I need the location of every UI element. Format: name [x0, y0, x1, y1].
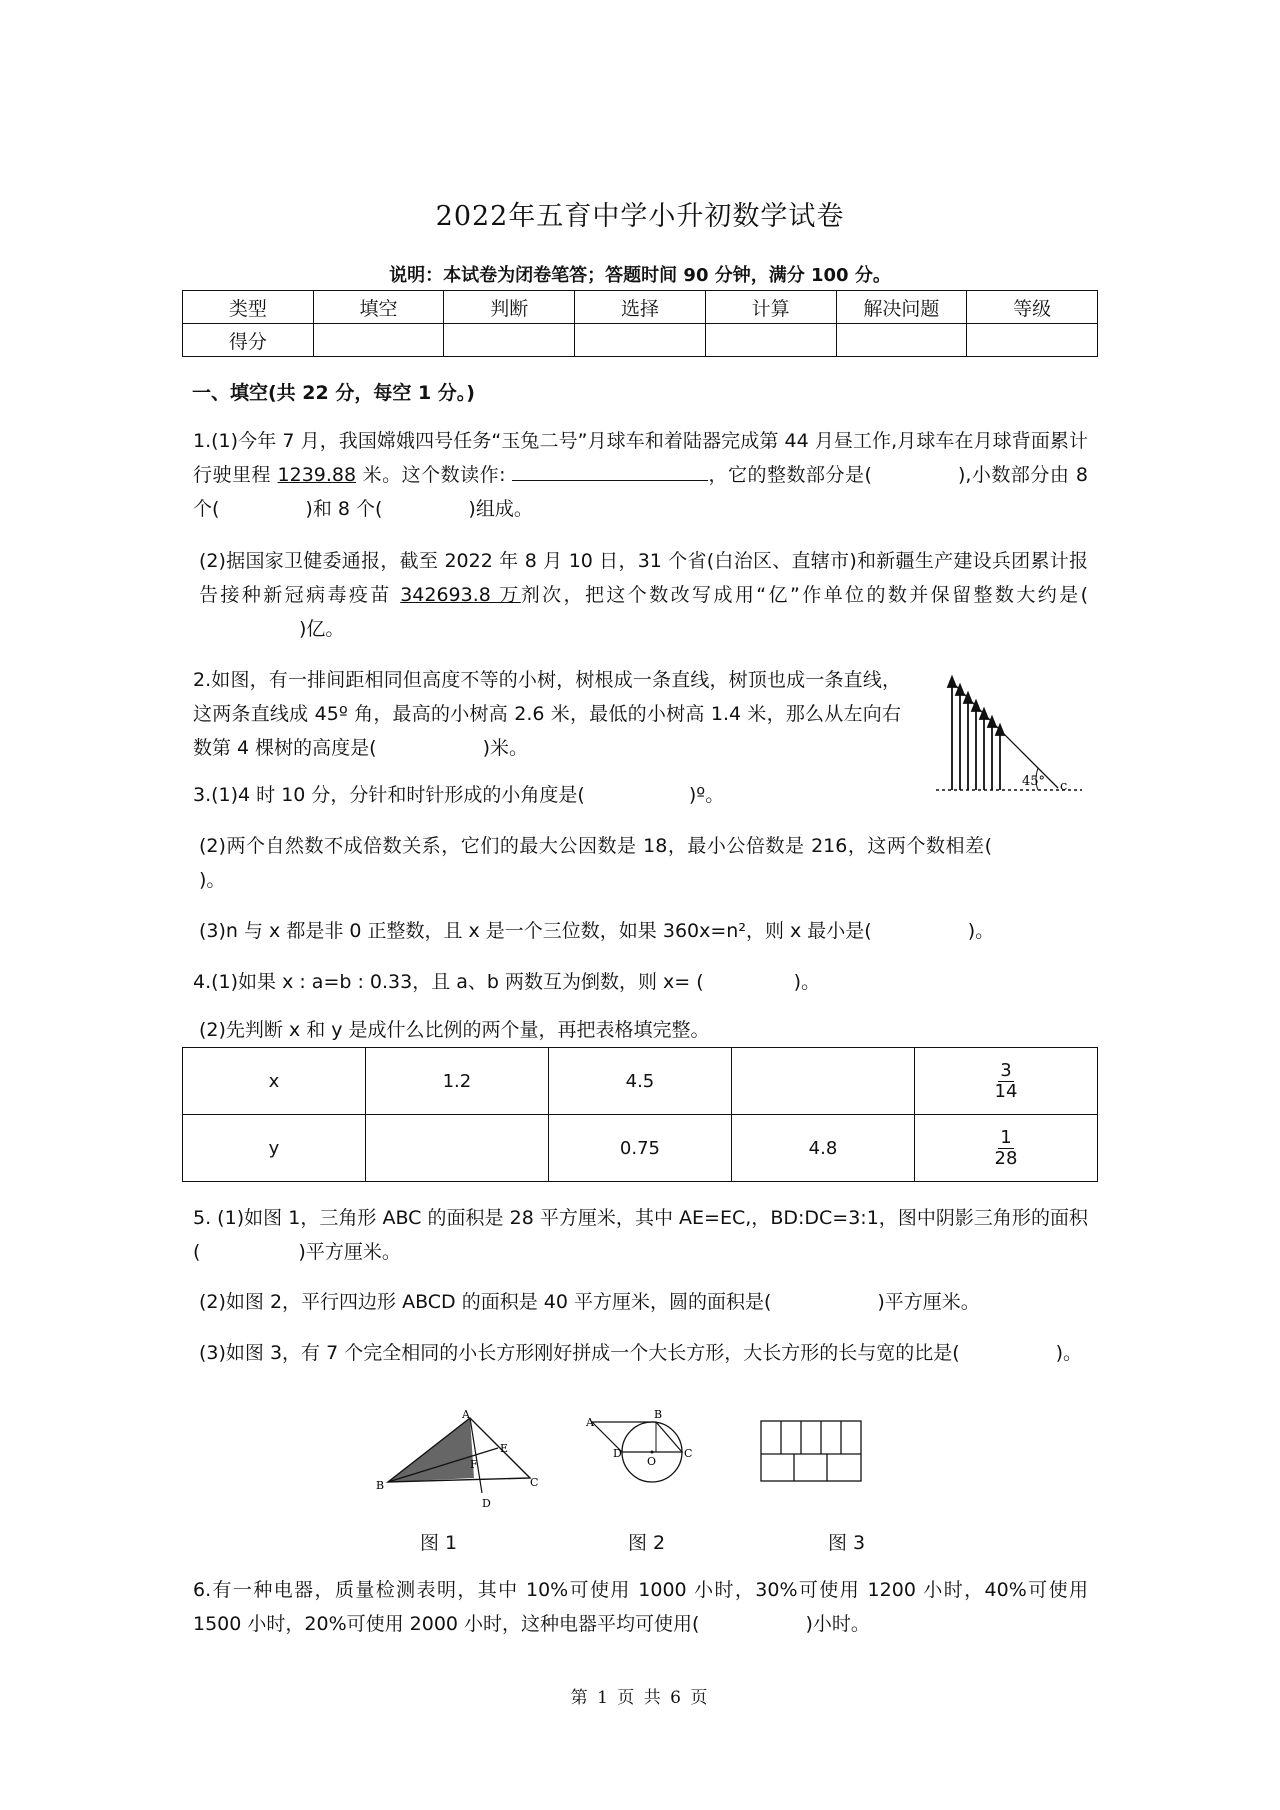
score-cell: 等级	[967, 291, 1098, 324]
table-cell: x	[183, 1048, 366, 1115]
svg-text:C: C	[684, 1447, 693, 1460]
score-cell: 解决问题	[836, 291, 967, 324]
question-1-2: (2)据国家卫健委通报，截至 2022 年 8 月 10 日，31 个省(白治区、直辖市)和新疆生产建设兵团累计报告接种新冠病毒疫苗 342693.8 万剂次，把这个数改写成用“亿”作单位的数并保留整数大约是()亿。	[199, 550, 1088, 640]
angle-label: 45°	[1022, 774, 1046, 789]
table-cell	[731, 1048, 914, 1115]
table-cell: 0.75	[548, 1115, 731, 1182]
figure-1-triangle	[370, 1410, 540, 1510]
figure-1-label: 图 1	[420, 1532, 458, 1554]
answer-line	[512, 460, 708, 481]
question-5-3: (3)如图 3，有 7 个完全相同的小长方形刚好拼成一个大长方形，大长方形的长与宽的比是( )。	[199, 1342, 1083, 1364]
underlined-number: 1239.88	[277, 464, 357, 486]
svg-text:B: B	[654, 1408, 663, 1421]
svg-text:A: A	[586, 1416, 594, 1429]
table-cell	[365, 1115, 548, 1182]
table-cell	[915, 1048, 1098, 1115]
point-c-label: c	[1060, 779, 1068, 794]
question-3-3: (3)n 与 x 都是非 0 正整数，且 x 是一个三位数，如果 360x=n²，则 x 最小是( )。	[199, 920, 995, 942]
score-cell: 选择	[575, 291, 706, 324]
svg-text:B: B	[376, 1479, 385, 1492]
proportion-table	[182, 1047, 1098, 1182]
page-footer: 第 1 页 共 6 页	[570, 1688, 710, 1708]
question-4-1: 4.(1)如果 x : a=b : 0.33，且 a、b 两数互为倒数，则 x= ( )。	[193, 971, 821, 993]
tree-row-figure	[930, 660, 1100, 795]
question-4-2: (2)先判断 x 和 y 是成什么比例的两个量，再把表格填完整。	[199, 1019, 710, 1041]
question-5-1: 5. (1)如图 1，三角形 ABC 的面积是 28 平方厘米，其中 AE=EC,，BD:DC=3:1，图中阴影三角形的面积( )平方厘米。	[193, 1207, 1088, 1263]
score-table-header-row	[183, 291, 1098, 324]
question-6: 6.有一种电器，质量检测表明，其中 10%可使用 1000 小时，30%可使用 1200 小时，40%可使用 1500 小时，20%可使用 2000 小时，这种电器平均可使用( )小时。	[193, 1579, 1088, 1635]
score-cell: 填空	[313, 291, 444, 324]
score-cell: 计算	[705, 291, 836, 324]
question-3-2: (2)两个自然数不成倍数关系，它们的最大公因数是 18，最小公倍数是 216，这两个数相差()。	[199, 835, 992, 891]
section-heading: 一、填空(共 22 分，每空 1 分。)	[192, 382, 475, 404]
table-cell: 1.2	[365, 1048, 548, 1115]
score-blank-cell	[967, 324, 1098, 357]
score-blank-cell	[705, 324, 836, 357]
exam-instructions: 说明：本试卷为闭卷笔答；答题时间 90 分钟，满分 100 分。	[389, 265, 891, 286]
svg-text:D: D	[613, 1447, 622, 1460]
question-5-2: (2)如图 2，平行四边形 ABCD 的面积是 40 平方厘米，圆的面积是( )平方厘米。	[199, 1291, 980, 1313]
svg-text:C: C	[530, 1476, 539, 1489]
underlined-number: 342693.8 万	[400, 584, 521, 606]
question-2: 2.如图，有一排间距相同但高度不等的小树，树根成一条直线，树顶也成一条直线，这两条直线成 45º 角，最高的小树高 2.6 米，最低的小树高 1.4 米，那么从左向右数第 4 棵树的高度是( )米。	[193, 669, 901, 759]
figure-3-rectangles	[758, 1418, 864, 1484]
score-blank-cell	[313, 324, 444, 357]
figure-3-label: 图 3	[828, 1532, 866, 1554]
svg-text:F: F	[470, 1458, 478, 1471]
question-3-1: 3.(1)4 时 10 分，分针和时针形成的小角度是( )º。	[193, 784, 725, 806]
score-cell: 类型	[183, 291, 314, 324]
figure-2-label: 图 2	[628, 1532, 666, 1554]
svg-text:D: D	[482, 1497, 491, 1510]
score-cell: 判断	[444, 291, 575, 324]
table-cell	[915, 1115, 1098, 1182]
score-cell: 得分	[183, 324, 314, 357]
score-blank-cell	[575, 324, 706, 357]
svg-text:O: O	[647, 1455, 657, 1468]
table-cell: 4.8	[731, 1115, 914, 1182]
score-table	[182, 290, 1098, 357]
fraction: $\frac{3}{14}$	[994, 1060, 1018, 1102]
score-blank-cell	[444, 324, 575, 357]
table-row-y	[183, 1115, 1098, 1182]
svg-text:E: E	[500, 1442, 509, 1455]
fraction: $\frac{1}{28}$	[994, 1127, 1018, 1169]
table-cell: 4.5	[548, 1048, 731, 1115]
score-blank-cell	[836, 324, 967, 357]
exam-title: 2022年五育中学小升初数学试卷	[435, 201, 845, 232]
table-cell: y	[183, 1115, 366, 1182]
score-table-score-row	[183, 324, 1098, 357]
svg-text:A: A	[462, 1410, 470, 1421]
table-row-x	[183, 1048, 1098, 1115]
question-1-1: 1.(1)今年 7 月，我国嫦娥四号任务“玉兔二号”月球车和着陆器完成第 44 月昼工作,月球车在月球背面累计行驶里程 1239.88 米。这个数读作: ，它的整数部分是( ),小数部分由 8 个( )和 8 个( )组成。	[193, 430, 1089, 520]
figure-2-circle	[580, 1402, 700, 1502]
